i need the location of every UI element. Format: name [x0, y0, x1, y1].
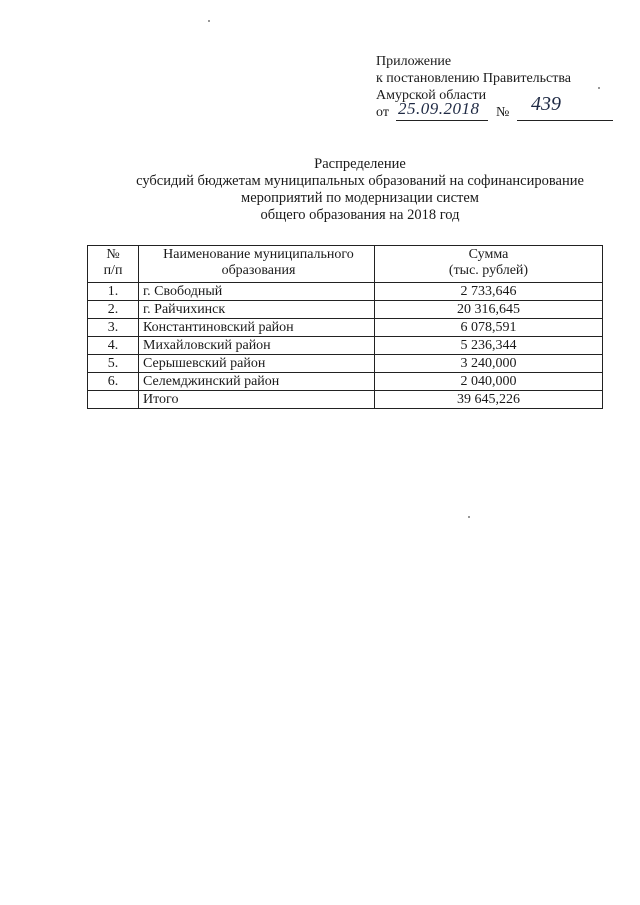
header-number: № п/п: [88, 246, 139, 283]
document-title: [80, 156, 640, 224]
appendix-header: [376, 53, 571, 122]
table-row: [88, 337, 603, 355]
title-line-4: общего образования на 2018 год: [260, 207, 460, 223]
row-sum: 20 316,645: [375, 301, 603, 319]
title-line-2: субсидий бюджетам муниципальных образований на софинансирование: [136, 173, 584, 189]
distribution-table: [87, 245, 603, 409]
row-sum: 3 240,000: [375, 355, 603, 373]
table-row: [88, 373, 603, 391]
table-row: [88, 319, 603, 337]
row-municipality: Михайловский район: [139, 337, 375, 355]
scan-speck: [468, 516, 470, 518]
table-row: [88, 301, 603, 319]
number-label: №: [496, 105, 510, 120]
row-municipality: г. Райчихинск: [139, 301, 375, 319]
title-line-1: Распределение: [314, 156, 406, 172]
total-row: [88, 391, 603, 409]
row-number: 3.: [88, 319, 139, 337]
total-number: [88, 391, 139, 409]
table-row: [88, 283, 603, 301]
row-sum: 6 078,591: [375, 319, 603, 337]
handwritten-number: 439: [531, 93, 561, 115]
total-sum: 39 645,226: [375, 391, 603, 409]
row-number: 4.: [88, 337, 139, 355]
table-row: [88, 355, 603, 373]
number-underline: [517, 120, 613, 121]
row-sum: 5 236,344: [375, 337, 603, 355]
from-label: от: [376, 105, 389, 120]
row-sum: 2 040,000: [375, 373, 603, 391]
scan-speck: [598, 87, 600, 89]
row-number: 5.: [88, 355, 139, 373]
row-number: 6.: [88, 373, 139, 391]
date-underline: [396, 120, 488, 121]
header-sum: Сумма (тыс. рублей): [375, 246, 603, 283]
row-sum: 2 733,646: [375, 283, 603, 301]
row-municipality: г. Свободный: [139, 283, 375, 301]
header-municipality: Наименование муниципального образования: [139, 246, 375, 283]
scan-speck: [208, 20, 210, 22]
table-header-row: [88, 246, 603, 283]
row-number: 2.: [88, 301, 139, 319]
appendix-label: Приложение: [376, 54, 452, 69]
title-line-3: мероприятий по модернизации систем: [241, 190, 479, 206]
total-label: Итого: [139, 391, 375, 409]
appendix-resolution: к постановлению Правительства: [376, 71, 572, 86]
handwritten-date: 25.09.2018: [398, 99, 480, 118]
row-number: 1.: [88, 283, 139, 301]
row-municipality: Селемджинский район: [139, 373, 375, 391]
row-municipality: Константиновский район: [139, 319, 375, 337]
row-municipality: Серышевский район: [139, 355, 375, 373]
appendix-region: Амурской области: [376, 88, 487, 103]
